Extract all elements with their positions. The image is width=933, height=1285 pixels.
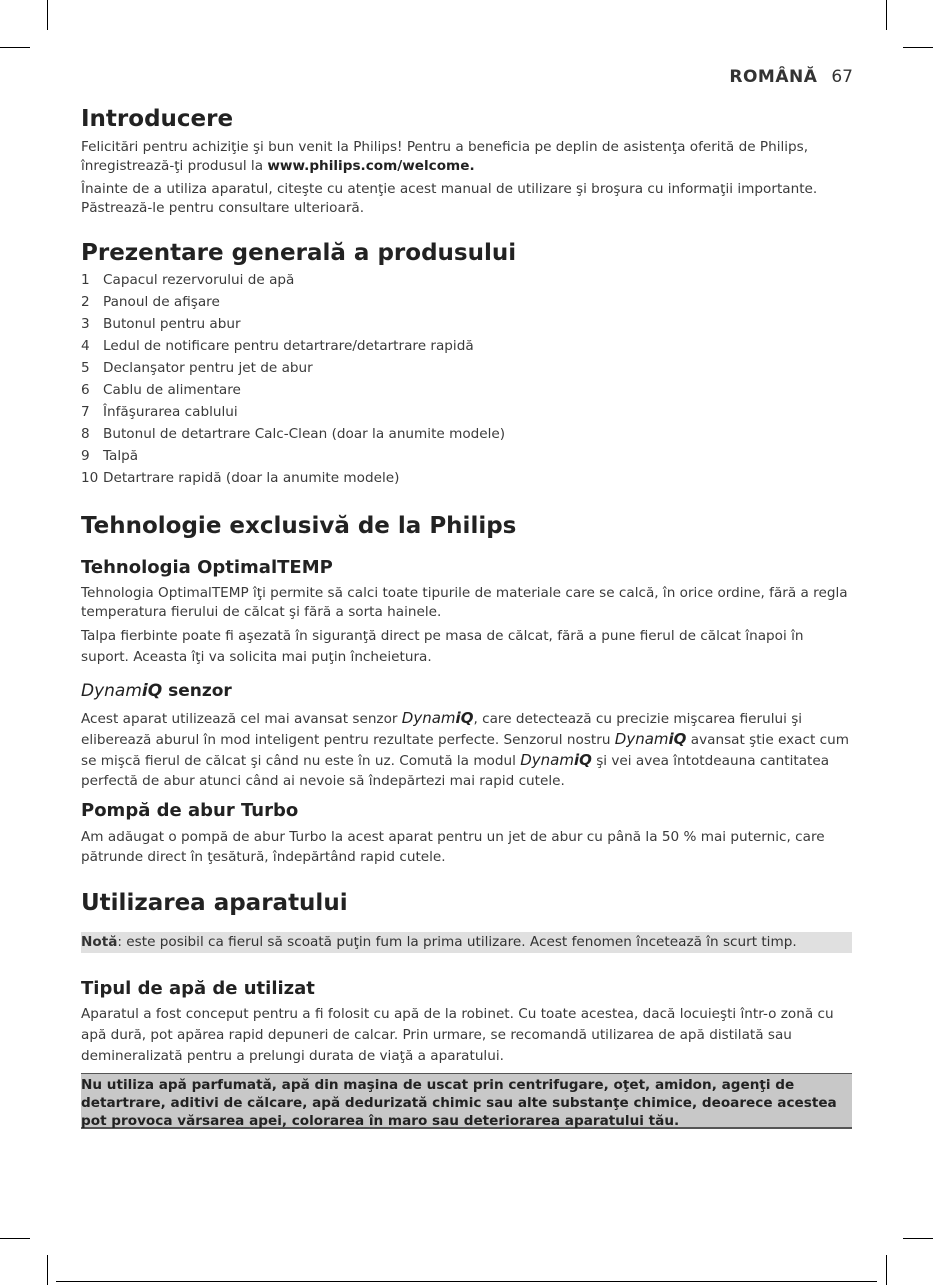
- parts-list: [81, 269, 505, 489]
- list-item-label: Ledul de notificare pentru detartrare/detartrare rapidă: [103, 338, 474, 354]
- list-item-label: Detartrare rapidă (doar la anumite modele): [103, 470, 400, 486]
- list-item-label: Declanşator pentru jet de abur: [103, 360, 313, 376]
- dynamiq-heading: DynamiQ senzor: [81, 681, 232, 701]
- running-header: [729, 67, 853, 87]
- list-item: [81, 269, 505, 291]
- language-label: ROMÂNĂ: [729, 67, 818, 87]
- turbo-heading: Pompă de abur Turbo: [81, 800, 299, 821]
- list-item-label: Butonul pentru abur: [103, 316, 241, 332]
- note-label: Notă: [81, 934, 118, 950]
- optimaltemp-paragraph-1: Tehnologia OptimalTEMP îţi permite să calci toate tipurile de materiale care se calcă, în orice ordine, fără a regla temperatura fierului de călcat şi fără a sorta hainele.: [81, 585, 848, 620]
- crop-mark: [903, 1238, 933, 1239]
- crop-mark: [886, 0, 887, 30]
- list-item-number: 5: [81, 360, 90, 376]
- crop-mark: [0, 1238, 30, 1239]
- welcome-link[interactable]: www.philips.com/welcome.: [267, 158, 475, 174]
- water-paragraph: Aparatul a fost conceput pentru a fi folosit cu apă de la robinet. Cu toate acestea, dacă locuieşti într-o zonă cu apă dură, pot apărea rapid depuneri de calcar. Prin urmare, se recomandă utilizarea de apă distilată sau demineralizată pentru a prelungi durata de viaţă a aparatului.: [81, 1006, 834, 1064]
- crop-mark: [886, 1255, 887, 1285]
- list-item: [81, 335, 505, 357]
- list-item: [81, 467, 505, 489]
- dynamiq-logo: DynamiQ: [614, 730, 687, 748]
- optimaltemp-paragraph-2: Talpa fierbinte poate fi aşezată în siguranţă direct pe masa de călcat, fără a pune fierul de călcat înapoi în suport. Aceasta îţi va solicita mai puţin încheietura.: [81, 628, 804, 665]
- dynamiq-logo: DynamiQ: [520, 751, 592, 769]
- crop-mark: [0, 47, 30, 48]
- list-item: [81, 357, 505, 379]
- crop-mark: [47, 1255, 48, 1285]
- list-item-label: Butonul de detartrare Calc-Clean (doar la anumite modele): [103, 426, 506, 442]
- tech-heading: Tehnologie exclusivă de la Philips: [81, 513, 517, 539]
- list-item-number: 6: [81, 382, 90, 398]
- warning-box: Nu utiliza apă parfumată, apă din maşina de uscat prin centrifugare, oţet, amidon, agenţi de detartrare, aditivi de călcare, apă dedurizată chimic sau alte substanţe chimice, deoarece acestea pot provoca vărsarea apei, colorarea în maro sau deteriorarea aparatului tău.: [81, 1073, 852, 1129]
- list-item-label: Talpă: [103, 448, 139, 464]
- note-text: : este posibil ca fierul să scoată puţin fum la prima utilizare. Acest fenomen încetează în scurt timp.: [117, 934, 797, 950]
- intro-heading: Introducere: [81, 106, 234, 132]
- optimaltemp-heading: Tehnologia OptimalTEMP: [81, 557, 333, 578]
- list-item: [81, 445, 505, 467]
- list-item-number: 3: [81, 316, 90, 332]
- list-item: [81, 379, 505, 401]
- intro-paragraph-2: Înainte de a utiliza aparatul, citeşte cu atenţie acest manual de utilizare şi broşura cu informaţii importante. Păstrează-le pentru consultare ulterioară.: [81, 181, 818, 216]
- list-item-number: 4: [81, 338, 90, 354]
- turbo-paragraph: Am adăugat o pompă de abur Turbo la acest aparat pentru un jet de abur cu până la 50 % mai puternic, care pătrunde direct în ţesătură, îndepărtând rapid cutele.: [81, 829, 825, 865]
- list-item-number: 10: [81, 470, 99, 486]
- list-item-label: Înfăşurarea cablului: [103, 404, 238, 420]
- list-item-number: 8: [81, 426, 90, 442]
- list-item-number: 1: [81, 272, 90, 288]
- dynamiq-logo: DynamiQ: [81, 681, 163, 701]
- list-item-number: 7: [81, 404, 90, 420]
- page-number: 67: [831, 67, 853, 87]
- crop-mark: [56, 1281, 877, 1282]
- overview-heading: Prezentare generală a produsului: [81, 240, 517, 266]
- note-box: [81, 932, 852, 953]
- crop-mark: [47, 0, 48, 30]
- intro-paragraph-1: Felicitări pentru achiziţie şi bun venit la Philips! Pentru a beneficia pe deplin de asistenţa oferită de Philips, înregistrează-ţi produsul la www.philips.com/welcome.: [81, 139, 809, 174]
- list-item-label: Capacul rezervorului de apă: [103, 272, 295, 288]
- list-item-label: Panoul de afişare: [103, 294, 220, 310]
- water-heading: Tipul de apă de utilizat: [81, 978, 315, 999]
- list-item: [81, 423, 505, 445]
- list-item: [81, 313, 505, 335]
- usage-heading: Utilizarea aparatului: [81, 890, 348, 916]
- list-item-number: 2: [81, 294, 90, 310]
- dynamiq-paragraph: Acest aparat utilizează cel mai avansat senzor DynamiQ, care detectează cu precizie mişcarea fierului şi eliberează aburul în mod inteligent pentru rezultate perfecte. Senzorul nostru DynamiQ avansat ştie exact cum se mişcă fierul de călcat şi când nu este în uz. Comută la modul DynamiQ şi vei avea întotdeauna cantitatea perfectă de abur atunci când ai nevoie să îndepărtezi mai rapid cutele.: [81, 709, 849, 789]
- list-item: [81, 401, 505, 423]
- list-item-number: 9: [81, 448, 90, 464]
- list-item: [81, 291, 505, 313]
- list-item-label: Cablu de alimentare: [103, 382, 241, 398]
- dynamiq-logo: DynamiQ: [401, 709, 474, 727]
- crop-mark: [903, 47, 933, 48]
